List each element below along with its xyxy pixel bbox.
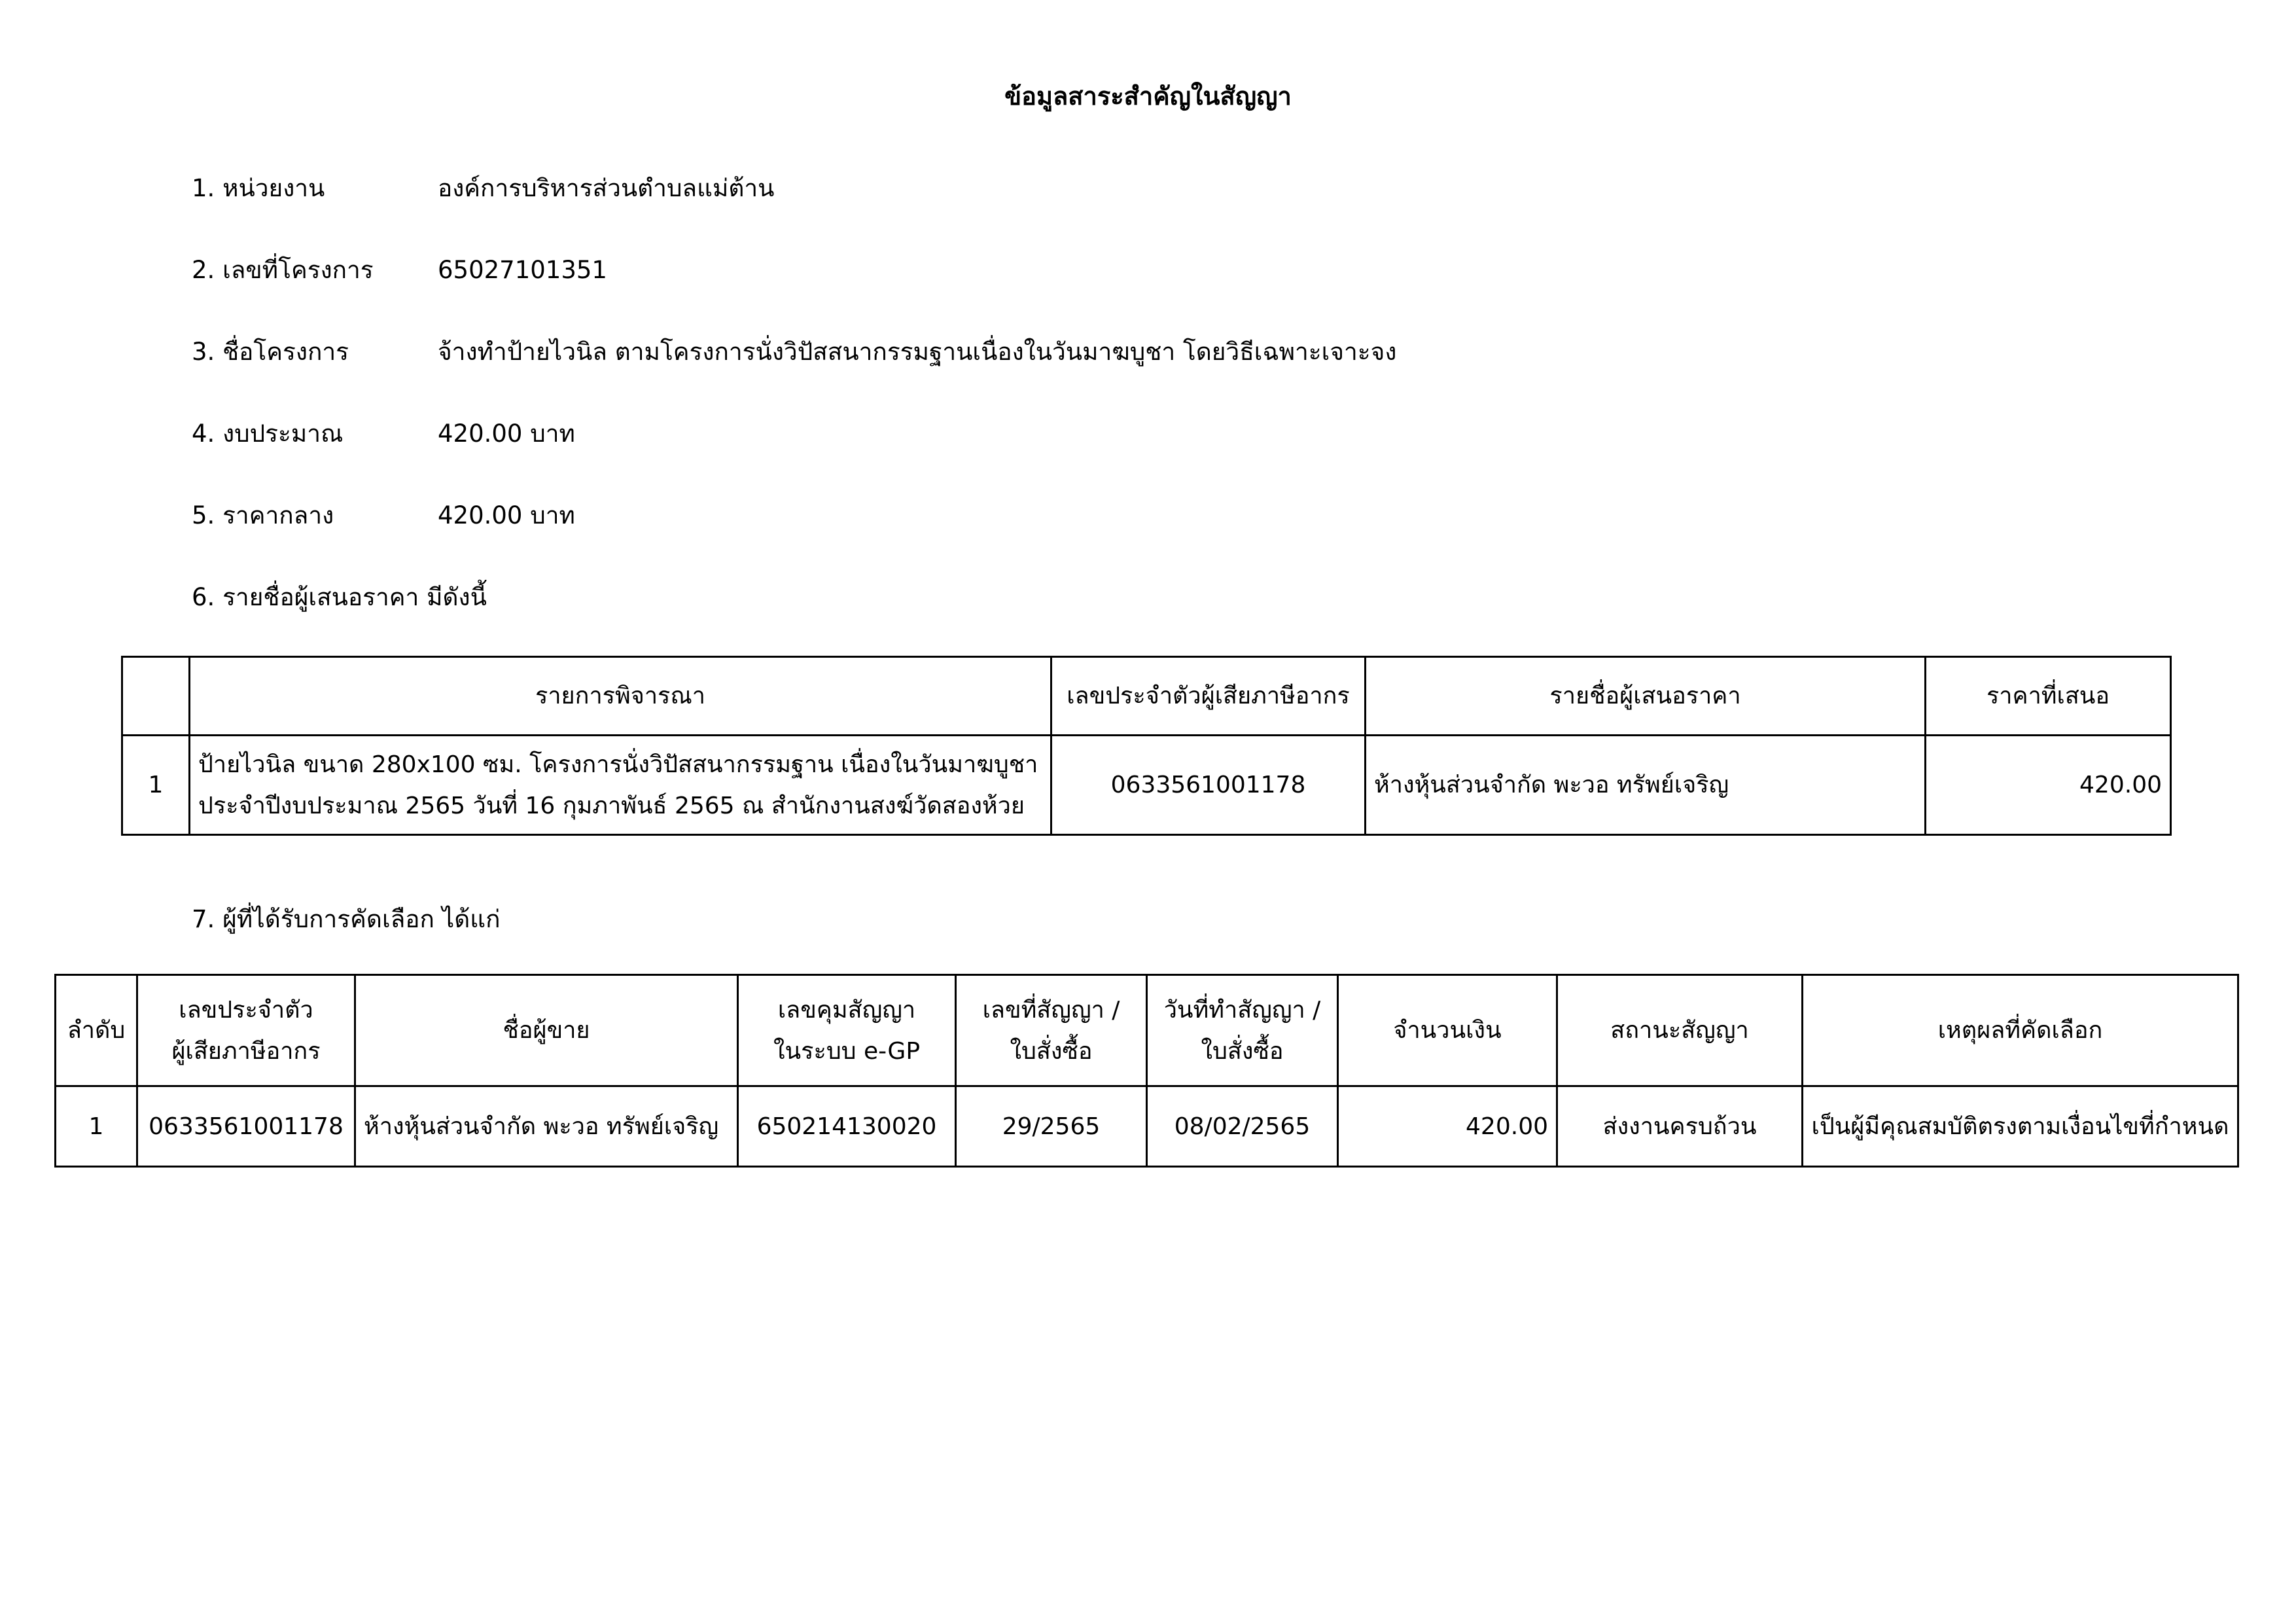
selected-header-control-line2: ในระบบ e-GP — [773, 1037, 921, 1065]
selected-header-row — [56, 975, 2238, 1086]
selected-row-status: ส่งงานครบถ้วน — [1557, 1086, 1803, 1167]
selected-row-contract-date: 08/02/2565 — [1147, 1086, 1338, 1167]
bidder-row-tax-id: 0633561001178 — [1051, 736, 1366, 835]
bidders-header-tax-id: เลขประจำตัวผู้เสียภาษีอากร — [1051, 657, 1366, 736]
table-row — [122, 736, 2171, 835]
selected-header-tax-id-line2: ผู้เสียภาษีอากร — [171, 1037, 321, 1065]
bidder-row-price: 420.00 — [1926, 736, 2171, 835]
bidders-header-no — [122, 657, 190, 736]
selected-row-seller: ห้างหุ้นส่วนจำกัด พะวอ ทรัพย์เจริญ — [355, 1086, 738, 1167]
selected-header-tax-id-line1: เลขประจำตัว — [179, 996, 313, 1024]
selected-header-date — [1147, 975, 1338, 1086]
selected-header-control — [738, 975, 956, 1086]
bidder-row-no: 1 — [122, 736, 190, 835]
selected-heading: 7. ผู้ที่ได้รับการคัดเลือก ได้แก่ — [192, 905, 501, 933]
selected-header-date-line1: วันที่ทำสัญญา / — [1163, 996, 1321, 1024]
selected-header-control-line1: เลขคุมสัญญา — [777, 996, 916, 1024]
selected-table — [54, 974, 2239, 1168]
selected-header-contract-no-line2: ใบสั่งซื้อ — [1010, 1037, 1093, 1065]
selected-row-amount: 420.00 — [1338, 1086, 1557, 1167]
info-label: 4. งบประมาณ — [192, 419, 344, 448]
bidders-header-price: ราคาที่เสนอ — [1926, 657, 2171, 736]
bidders-header-bidder: รายชื่อผู้เสนอราคา — [1366, 657, 1926, 736]
selected-header-seller: ชื่อผู้ขาย — [355, 975, 738, 1086]
selected-row-no: 1 — [56, 1086, 137, 1167]
bidder-row-item-line1: ป้ายไวนิล ขนาด 280x100 ซม. โครงการนั่งวิปัสสนากรรมฐาน เนื่องในวันมาฆบูชา — [198, 751, 1038, 778]
selected-row-tax-id: 0633561001178 — [137, 1086, 355, 1167]
document-title: ข้อมูลสาระสำคัญในสัญญา — [1004, 82, 1292, 111]
bidders-header-item: รายการพิจารณา — [190, 657, 1051, 736]
selected-header-date-line2: ใบสั่งซื้อ — [1201, 1037, 1284, 1065]
info-value: องค์การบริหารส่วนตำบลแม่ต้าน — [438, 174, 775, 202]
info-value: 420.00 บาท — [438, 419, 575, 448]
info-label: 2. เลขที่โครงการ — [192, 256, 374, 284]
selected-row-control-no: 650214130020 — [738, 1086, 956, 1167]
info-label: 1. หน่วยงาน — [192, 174, 325, 202]
info-label: 3. ชื่อโครงการ — [192, 338, 349, 366]
table-row — [56, 1086, 2238, 1167]
selected-header-amount: จำนวนเงิน — [1338, 975, 1557, 1086]
info-value: 65027101351 — [438, 256, 607, 284]
selected-header-no: ลำดับ — [56, 975, 137, 1086]
selected-header-contract-no — [956, 975, 1147, 1086]
bidders-table — [121, 656, 2172, 836]
bidder-row-bidder: ห้างหุ้นส่วนจำกัด พะวอ ทรัพย์เจริญ — [1366, 736, 1926, 835]
selected-header-reason: เหตุผลที่คัดเลือก — [1803, 975, 2238, 1086]
info-label: 5. ราคากลาง — [192, 501, 334, 529]
selected-header-status: สถานะสัญญา — [1557, 975, 1803, 1086]
info-value: 420.00 บาท — [438, 501, 575, 529]
bidders-header-row — [122, 657, 2171, 736]
selected-header-tax-id — [137, 975, 355, 1086]
selected-row-reason: เป็นผู้มีคุณสมบัติตรงตามเงื่อนไขที่กำหนด — [1803, 1086, 2238, 1167]
selected-row-contract-no: 29/2565 — [956, 1086, 1147, 1167]
info-value: จ้างทำป้ายไวนิล ตามโครงการนั่งวิปัสสนากรรมฐานเนื่องในวันมาฆบูชา โดยวิธีเฉพาะเจาะจง — [438, 338, 1397, 366]
bidders-heading: 6. รายชื่อผู้เสนอราคา มีดังนี้ — [192, 583, 487, 611]
selected-header-contract-no-line1: เลขที่สัญญา / — [982, 996, 1120, 1024]
bidder-row-item — [190, 736, 1051, 835]
bidder-row-item-line2: ประจำปีงบประมาณ 2565 วันที่ 16 กุมภาพันธ์ 2565 ณ สำนักงานสงฆ์วัดสองห้วย — [198, 792, 1025, 819]
